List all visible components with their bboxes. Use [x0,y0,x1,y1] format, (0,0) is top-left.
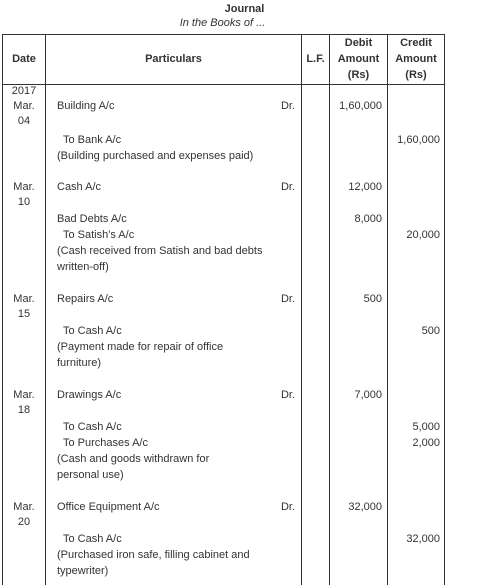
entry-narration: (Building purchased and expenses paid) [57,150,254,162]
table-top-border [2,34,445,35]
header-credit-line-1: Credit [400,37,432,49]
entry-debit-amount: 7,000 [354,389,382,401]
entry-debit-amount: 12,000 [348,181,382,193]
journal-title: Journal [224,3,265,15]
entry-date-month: Mar. [13,389,35,401]
date-column-divider [45,34,46,585]
header-credit-line-3: (Rs) [405,69,427,81]
particulars-column-divider [301,34,302,585]
entry-dr-marker: Dr. [280,100,295,112]
entry-date-day: 15 [17,308,31,320]
entry-date-month: Mar. [13,293,35,305]
entry-credit-account: To Cash A/c [63,533,122,545]
entry-credit-amount: 5,000 [412,421,440,433]
entry-dr-marker: Dr. [280,181,295,193]
entry-narration: (Cash and goods withdrawn for [57,453,210,465]
entry-credit-account: To Purchases A/c [63,437,148,449]
journal-subtitle: In the Books of ... [179,17,266,29]
entry-narration: written-off) [57,261,109,273]
header-particulars: Particulars [145,53,202,65]
entry-date-month: Mar. [13,100,35,112]
entry-narration: typewriter) [57,565,109,577]
header-date: Date [12,53,36,65]
entry-debit-account: Cash A/c [57,181,102,193]
entry-credit-account: To Cash A/c [63,421,122,433]
entry-dr-marker: Dr. [280,293,295,305]
entry-narration: personal use) [57,469,124,481]
header-debit-line-1: Debit [344,37,373,49]
entry-credit-account: To Bank A/c [63,134,122,146]
entry-debit-account: Repairs A/c [57,293,114,305]
entry-dr-marker: Dr. [280,501,295,513]
entry-debit-amount: 1,60,000 [339,100,382,112]
entry-credit-amount: 20,000 [406,229,440,241]
entry-debit-account: Building A/c [57,100,115,112]
entry-credit-amount: 2,000 [412,437,440,449]
entry-debit-amount: 32,000 [348,501,382,513]
header-bottom-border [2,84,445,85]
entry-credit-account: To Satish's A/c [63,229,135,241]
entry-debit-account: Office Equipment A/c [57,501,160,513]
entry-credit-amount: 32,000 [406,533,440,545]
header-lf: L.F. [306,53,325,65]
entry-dr-marker: Dr. [280,389,295,401]
entry-date-month: Mar. [13,501,35,513]
header-credit-line-2: Amount [395,53,437,65]
entry-date-day: 10 [17,196,31,208]
entry-debit-account: Drawings A/c [57,389,122,401]
header-debit-line-2: Amount [337,53,380,65]
table-right-border [444,34,445,585]
entry-narration: (Cash received from Satish and bad debts [57,245,263,257]
entry-narration: (Purchased iron safe, filling cabinet and [57,549,250,561]
entry-date-day: 04 [17,115,31,127]
entry-debit-amount: 8,000 [354,213,382,225]
entry-credit-amount: 500 [421,325,440,337]
entry-credit-account: To Cash A/c [63,325,122,337]
entry-date-day: 18 [17,404,31,416]
entry-debit-account: Bad Debts A/c [57,213,127,225]
entry-narration: furniture) [57,357,102,369]
entry-date-year: 2017 [11,85,37,97]
entry-date-month: Mar. [13,181,35,193]
header-debit-line-3: (Rs) [347,69,370,81]
entry-credit-amount: 1,60,000 [397,134,440,146]
entry-narration: (Payment made for repair of office [57,341,224,353]
entry-debit-amount: 500 [363,293,382,305]
debit-column-divider [387,34,388,585]
entry-date-day: 20 [17,516,31,528]
